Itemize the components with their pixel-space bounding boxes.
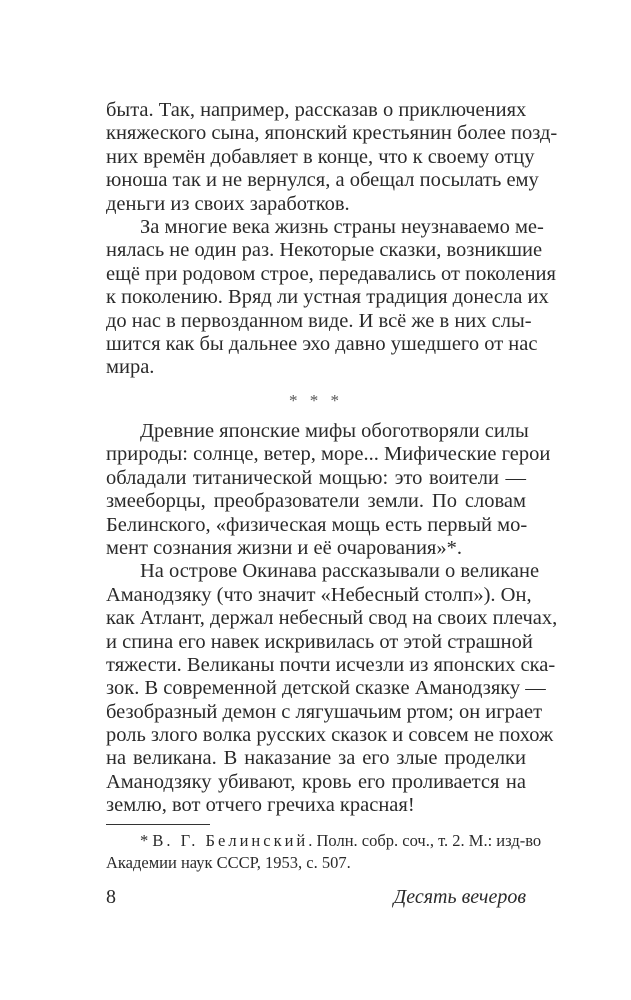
text-line: юноша так и не вернулся, а обещал посылать ему	[106, 169, 539, 192]
text-line: ещё при родовом строе, передавались от поколения	[106, 262, 556, 285]
paragraph-1	[106, 99, 558, 216]
text-line: нялась не один раз. Некоторые сказки, возникшие	[106, 239, 543, 262]
footnote-line-2: Академии наук СССР, 1953, с. 507.	[106, 853, 351, 872]
text-line: На острове Окинава рассказывали о великане	[140, 560, 540, 583]
text-line: Аманодзяку убивают, кровь его проливается на	[106, 770, 526, 793]
text-line: Древние японские мифы обоготворяли силы	[140, 420, 529, 442]
text-line: За многие века жизнь страны неузнаваемо ме-	[140, 215, 544, 238]
body-text-bottom	[106, 420, 558, 818]
text-line: землю, вот отчего гречиха красная!	[106, 794, 415, 817]
text-line: быта. Так, например, рассказав о приключениях	[106, 99, 527, 121]
body-text-top	[106, 99, 558, 380]
text-line: мира.	[106, 356, 155, 379]
text-line: на великана. В наказание за его злые проделки	[106, 747, 526, 770]
footnote-rule	[106, 824, 210, 825]
text-line: к поколению. Вряд ли устная традиция донесла их	[106, 286, 549, 309]
running-head: Десять вечеров	[393, 886, 526, 908]
text-line: безобразный демон с лягушачьим ртом; он играет	[106, 700, 543, 723]
text-line: и спина его навек искривилась от этой страшной	[106, 630, 533, 653]
paragraph-2	[106, 215, 556, 380]
footnote-author: В. Г. Белинский	[152, 831, 309, 850]
footnote-marker: *	[140, 831, 153, 850]
section-separator: * * *	[289, 391, 343, 410]
text-line: мент сознания жизни и её очарования»*.	[106, 536, 462, 559]
text-line: обладали титанической мощью: это воители —	[106, 466, 526, 489]
paragraph-4	[106, 560, 558, 817]
text-line: княжеского сына, японский крестьянин более позд-	[106, 122, 558, 145]
text-line: шится как бы дальнее эхо давно ушедшего от нас	[106, 332, 538, 355]
text-line: тяжести. Великаны почти исчезли из японских ска-	[106, 653, 556, 676]
text-line: природы: солнце, ветер, море... Мифические герои	[106, 443, 551, 466]
text-line: Аманодзяку (что значит «Небесный столп»). Он,	[106, 583, 532, 606]
text-line: змееборцы, преобразователи земли. По словам	[106, 490, 526, 513]
footnote-line-1	[106, 830, 542, 852]
text-line: до нас в первозданном виде. И всё же в них слы-	[106, 309, 532, 332]
text-line: роль злого волка русских сказок и совсем не похож	[106, 724, 554, 747]
text-line: Белинского, «физическая мощь есть первый мо-	[106, 513, 528, 536]
paragraph-3	[106, 420, 551, 560]
text-line: как Атлант, держал небесный свод на своих плечах,	[106, 607, 558, 630]
footnote	[106, 830, 542, 874]
page-number: 8	[106, 886, 116, 908]
text-line: зок. В современной детской сказке Аманодзяку —	[106, 677, 546, 700]
text-line: них времён добавляет в конце, что к своему отцу	[106, 145, 535, 168]
text-line: деньги из своих заработков.	[106, 192, 350, 215]
footnote-source: . Полн. собр. соч., т. 2. М.: изд-во	[308, 831, 542, 850]
